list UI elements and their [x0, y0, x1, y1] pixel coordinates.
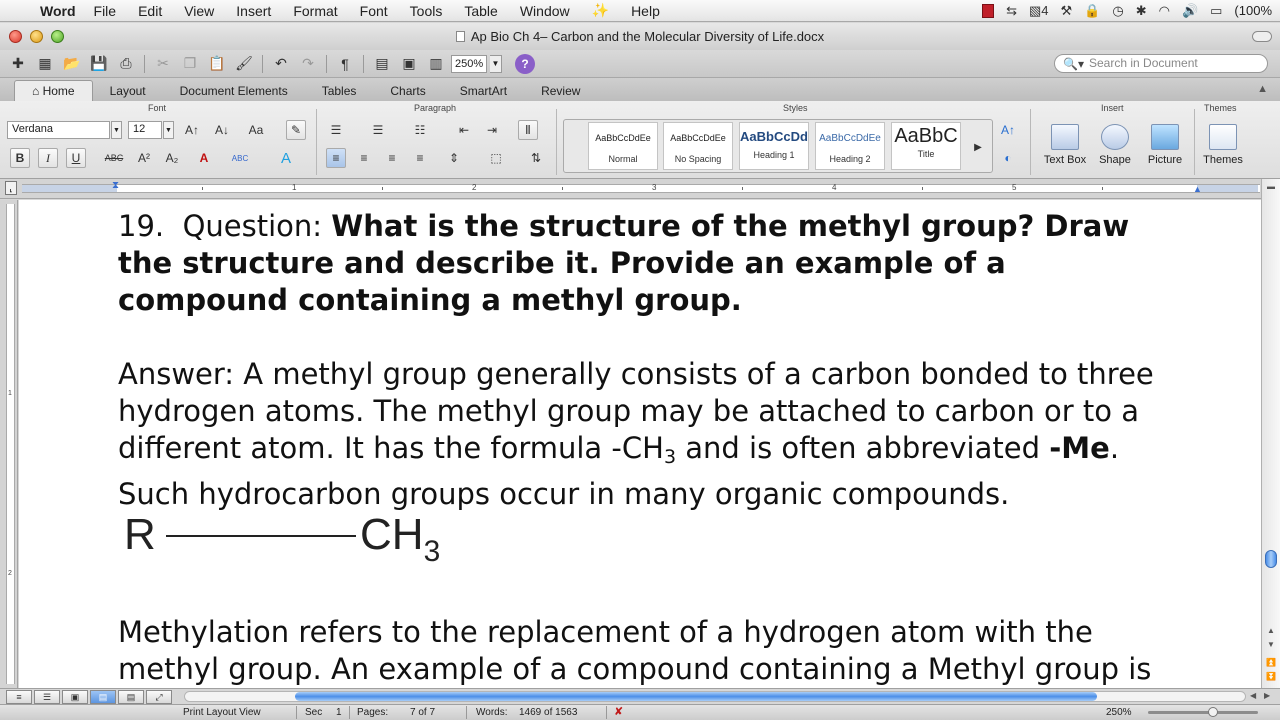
menu-tools[interactable]: Tools: [409, 2, 443, 19]
spaces-indicator[interactable]: ▧4: [1028, 2, 1049, 18]
zoom-window-button[interactable]: [51, 30, 64, 43]
font-size-dropdown-icon[interactable]: ▼: [163, 121, 174, 139]
insert-shape-button[interactable]: [1090, 120, 1140, 166]
document-icon: [456, 31, 465, 42]
style-no-spacing-sample: AaBbCcDdEe: [670, 133, 726, 143]
toolbar-separator: [144, 55, 145, 73]
battery-percent[interactable]: (100%: [1234, 3, 1272, 18]
ruler-tick: [1102, 187, 1103, 190]
align-center-icon[interactable]: ≡: [360, 151, 368, 165]
multilevel-list-icon[interactable]: ☷: [414, 123, 426, 137]
split-view-icon[interactable]: ▬: [1267, 182, 1275, 191]
style-heading-2-name: Heading 2: [829, 154, 871, 164]
save-icon[interactable]: 💾: [90, 55, 108, 71]
menu-bar: [0, 0, 1280, 22]
shape-label: Shape: [1099, 154, 1131, 166]
ribbon-divider: [556, 109, 557, 175]
sidebar-icon[interactable]: ▤: [375, 55, 389, 71]
bold-icon[interactable]: B: [10, 148, 30, 168]
copy-icon[interactable]: ❐: [183, 55, 197, 71]
document-title-text: Ap Bio Ch 4– Carbon and the Molecular Diversity of Life.docx: [470, 29, 825, 44]
status-divider: [606, 706, 607, 719]
abbreviation-me: -Me: [1049, 431, 1110, 465]
zoom-level: 250%: [1106, 707, 1132, 718]
tab-document-elements[interactable]: Document Elements: [179, 83, 288, 98]
battery-icon[interactable]: ▭: [1210, 2, 1223, 18]
paragraph-group-label: Paragraph: [414, 103, 457, 113]
toolbox-icon[interactable]: ▣: [402, 55, 416, 71]
document-title: [456, 29, 824, 44]
themes-label: Themes: [1203, 154, 1243, 166]
italic-icon[interactable]: I: [38, 148, 58, 168]
next-page-icon[interactable]: ⏬: [1266, 672, 1276, 681]
menu-help[interactable]: Help: [631, 2, 660, 19]
paragraph-spacer: [118, 319, 1218, 356]
ruler-tick: [742, 187, 743, 190]
section-label: Sec: [305, 707, 323, 718]
first-line-indent-marker[interactable]: ⧗: [112, 180, 120, 191]
search-input[interactable]: [1054, 54, 1268, 73]
right-indent-marker[interactable]: ▲: [1193, 184, 1202, 194]
picture-label: Picture: [1147, 154, 1183, 166]
ruler-number: 5: [1012, 183, 1017, 192]
structure-r-label: R: [124, 510, 156, 559]
collapse-ribbon-icon[interactable]: ▲: [1257, 83, 1268, 95]
font-group-label: Font: [148, 103, 167, 113]
pages-label: Pages:: [357, 707, 389, 718]
increase-indent-icon[interactable]: ⇥: [486, 123, 498, 137]
tab-selector[interactable]: ⸤: [5, 181, 17, 195]
underline-icon[interactable]: U: [66, 148, 86, 168]
redo-icon[interactable]: ↷: [302, 55, 314, 71]
publishing-view-icon[interactable]: ▣: [62, 690, 88, 704]
paste-icon[interactable]: 📋: [208, 55, 226, 71]
styles-pane-icon[interactable]: A↑: [1000, 123, 1015, 137]
zoom-dropdown-icon[interactable]: ▼: [490, 55, 502, 73]
insert-picture-button[interactable]: [1140, 120, 1190, 166]
answer-line-1: Answer: A methyl group generally consists of a carbon bonded to three: [118, 357, 1154, 391]
horizontal-ruler: [0, 179, 1280, 199]
question-text-line-2: the structure and describe it. Provide an example of a: [118, 246, 1006, 280]
undo-icon[interactable]: ↶: [275, 55, 287, 71]
time-machine-icon[interactable]: ◷: [1112, 2, 1124, 18]
decrease-indent-icon[interactable]: ⇤: [458, 123, 470, 137]
themes-button[interactable]: [1198, 120, 1248, 166]
cut-icon[interactable]: ✂: [157, 55, 169, 71]
answer-line-2: hydrogen atoms. The methyl group may be attached to carbon or to a: [118, 394, 1140, 428]
volume-icon[interactable]: 🔊: [1181, 2, 1199, 18]
menu-table[interactable]: Table: [464, 2, 498, 19]
columns-icon[interactable]: Ⅱ: [518, 120, 538, 140]
draft-view-icon[interactable]: ≡: [6, 690, 32, 704]
right-margin-shade: [1197, 185, 1258, 192]
ruler-number: 2: [472, 183, 477, 192]
ribbon-divider: [1030, 109, 1031, 175]
menu-file[interactable]: File: [93, 2, 117, 19]
vertical-ruler-number: 2: [8, 570, 12, 577]
section-value: 1: [336, 707, 342, 718]
superscript-icon[interactable]: A²: [138, 151, 150, 165]
style-no-spacing[interactable]: [663, 122, 733, 170]
scroll-down-icon[interactable]: ▼: [1267, 640, 1275, 649]
formula-subscript: 3: [663, 446, 677, 468]
text-effects-icon[interactable]: A: [280, 149, 291, 167]
ribbon-tabs: [0, 77, 1280, 101]
view-mode-label: Print Layout View: [183, 707, 261, 718]
styles-next-icon[interactable]: ▶: [974, 141, 982, 153]
vertical-scrollbar[interactable]: [1261, 179, 1280, 688]
structure-ch-text: CH: [360, 510, 424, 559]
style-title-sample: AaBbC: [894, 125, 958, 147]
manage-styles-icon[interactable]: ◐: [1004, 151, 1012, 165]
menu-edit[interactable]: Edit: [138, 2, 163, 19]
search-box: [1054, 54, 1268, 73]
answer-line-3: [118, 430, 1218, 476]
menu-format[interactable]: Format: [293, 2, 338, 19]
words-label: Words:: [476, 707, 508, 718]
question-number: 19.: [118, 209, 165, 243]
scroll-left-icon[interactable]: ◀: [1250, 691, 1257, 700]
tab-home[interactable]: ⌂ Home: [14, 80, 93, 101]
words-value[interactable]: 1469 of 1563: [519, 707, 578, 718]
spelling-check-icon[interactable]: ✘: [614, 706, 624, 718]
media-browser-icon[interactable]: ▥: [429, 55, 443, 71]
text-box-label: Text Box: [1043, 154, 1087, 166]
tab-charts[interactable]: Charts: [390, 83, 426, 98]
scroll-up-icon[interactable]: ▲: [1267, 626, 1275, 635]
question-text-line-3: compound containing a methyl group.: [118, 283, 742, 317]
structure-bond-line: [166, 535, 356, 537]
font-size-field[interactable]: 12: [128, 121, 162, 139]
new-document-icon[interactable]: ✚: [12, 55, 24, 71]
methylation-line-1: Methylation refers to the replacement of a hydrogen atom with the: [118, 615, 1093, 649]
question-label: Question:: [182, 209, 323, 243]
style-heading-1-name: Heading 1: [753, 150, 795, 160]
strikethrough-icon[interactable]: ABC: [104, 153, 124, 163]
borders-icon[interactable]: ⬚: [490, 151, 502, 165]
status-bar: [0, 704, 1280, 720]
structure-subscript: 3: [423, 535, 441, 568]
font-color-icon[interactable]: A: [199, 151, 209, 165]
shape-icon: [1101, 124, 1129, 150]
tab-layout[interactable]: Layout: [109, 83, 146, 98]
ribbon-divider: [316, 109, 317, 175]
style-normal-sample: AaBbCcDdEe: [595, 133, 651, 143]
change-case-icon[interactable]: Aa: [248, 123, 264, 137]
app-menu[interactable]: Word: [40, 2, 76, 19]
tab-review[interactable]: Review: [541, 83, 581, 98]
document-body[interactable]: [118, 208, 1218, 513]
help-icon[interactable]: ?: [515, 54, 535, 74]
ribbon-divider: [1194, 109, 1195, 175]
horizontal-scroll-thumb[interactable]: [295, 692, 1097, 701]
format-painter-icon[interactable]: 🖌: [235, 55, 253, 71]
question-line-1: [118, 208, 1218, 245]
full-screen-view-icon[interactable]: ⤢: [146, 690, 172, 704]
clear-formatting-icon[interactable]: ✎: [286, 120, 306, 140]
status-divider: [296, 706, 297, 719]
style-no-spacing-name: No Spacing: [674, 154, 722, 164]
style-title[interactable]: [891, 122, 961, 170]
ruler-track[interactable]: [22, 184, 1260, 193]
scroll-right-icon[interactable]: ▶: [1264, 691, 1271, 700]
answer-line-3-b: and is often abbreviated: [676, 431, 1050, 465]
shrink-font-icon[interactable]: A↓: [214, 123, 229, 137]
pilcrow-icon[interactable]: ¶: [341, 55, 349, 72]
justify-icon[interactable]: ≡: [416, 151, 424, 165]
insert-group-label: Insert: [1101, 103, 1124, 113]
vertical-ruler: [0, 200, 18, 688]
standard-toolbar: [0, 50, 1280, 77]
ruler-tick: [202, 187, 203, 190]
subscript-icon[interactable]: A₂: [165, 151, 179, 165]
wifi-icon[interactable]: ◠: [1158, 2, 1170, 18]
print-layout-view-icon[interactable]: ▤: [90, 690, 116, 704]
style-normal-name: Normal: [608, 154, 638, 164]
zoom-slider-knob[interactable]: [1208, 707, 1218, 717]
style-title-name: Title: [917, 149, 935, 159]
spaces-number: 4: [1041, 2, 1049, 18]
structure-ch3-label: [360, 510, 440, 569]
style-heading-1[interactable]: [739, 122, 809, 170]
answer-line-3-c: .: [1109, 431, 1120, 465]
status-divider: [349, 706, 350, 719]
menu-view[interactable]: View: [184, 2, 215, 19]
highlight-icon[interactable]: ABC: [231, 153, 249, 163]
numbering-icon[interactable]: ☰: [372, 123, 384, 137]
menu-window[interactable]: Window: [519, 2, 570, 19]
toolbar-separator: [326, 55, 327, 73]
vertical-ruler-track: [6, 204, 15, 684]
bullets-icon[interactable]: ☰: [330, 123, 342, 137]
print-icon[interactable]: ⎙: [120, 55, 132, 71]
font-name-field[interactable]: Verdana: [7, 121, 110, 139]
toggle-toolbar-button[interactable]: [1252, 31, 1272, 42]
open-icon[interactable]: 📂: [63, 55, 81, 71]
script-icon[interactable]: ⚒: [1060, 2, 1073, 18]
answer-line-3-a: different atom. It has the formula -CH: [118, 431, 664, 465]
style-heading-1-sample: AaBbCcDd: [740, 129, 808, 144]
style-normal[interactable]: [588, 122, 658, 170]
methylation-line-2: methyl group. An example of a compound containing a Methyl group is: [118, 652, 1152, 686]
search-icon: 🔍▾: [1063, 57, 1084, 71]
methylation-paragraph[interactable]: [118, 614, 1218, 688]
minimize-window-button[interactable]: [30, 30, 43, 43]
style-heading-2[interactable]: [815, 122, 885, 170]
document-page[interactable]: [19, 200, 1261, 688]
bluetooth-icon[interactable]: ✱: [1135, 2, 1147, 18]
tab-tables[interactable]: Tables: [321, 83, 357, 98]
menu-insert[interactable]: Insert: [236, 2, 272, 19]
ruler-number: 3: [652, 183, 657, 192]
tab-home-label: Home: [42, 84, 75, 98]
style-heading-2-sample: AaBbCcDdEe: [819, 133, 881, 144]
recording-icon[interactable]: [982, 4, 994, 18]
window-title-bar: [0, 23, 1280, 50]
themes-icon: [1209, 124, 1237, 150]
toolbar-separator: [262, 55, 263, 73]
menu-font[interactable]: Font: [359, 2, 388, 19]
ruler-number: 1: [292, 183, 297, 192]
ribbon: [0, 101, 1280, 179]
script-menu-icon[interactable]: ✨: [591, 2, 610, 18]
sync-icon[interactable]: ⇆: [1006, 2, 1017, 18]
lock-icon[interactable]: 🔒: [1084, 2, 1101, 18]
align-left-icon[interactable]: ≡: [326, 148, 346, 168]
answer-line-4: Such hydrocarbon groups occur in many organic compounds.: [118, 477, 1010, 511]
close-window-button[interactable]: [9, 30, 22, 43]
methyl-structure-image[interactable]: [122, 506, 482, 566]
outline-view-icon[interactable]: ☰: [34, 690, 60, 704]
ruler-tick: [382, 187, 383, 190]
grow-font-icon[interactable]: A↑: [184, 123, 199, 137]
search-placeholder: Search in Document: [1089, 56, 1198, 70]
notebook-view-icon[interactable]: ▤: [118, 690, 144, 704]
tab-smartart[interactable]: SmartArt: [459, 83, 508, 98]
ruler-number: 4: [832, 183, 837, 192]
pages-value: 7 of 7: [410, 707, 436, 718]
zoom-slider[interactable]: [1148, 711, 1258, 714]
themes-group-label: Themes: [1204, 103, 1237, 113]
vertical-ruler-number: 1: [8, 390, 12, 397]
sort-icon[interactable]: ⇅: [530, 151, 542, 165]
vertical-scroll-thumb[interactable]: [1265, 550, 1277, 568]
styles-group-label: Styles: [783, 103, 808, 113]
picture-icon: [1151, 124, 1179, 150]
horizontal-scroll-track[interactable]: [184, 691, 1246, 702]
status-menus: [982, 3, 1280, 19]
left-margin-shade: [22, 185, 117, 192]
toolbar-separator: [363, 55, 364, 73]
status-divider: [466, 706, 467, 719]
previous-page-icon[interactable]: ⏫: [1266, 658, 1276, 667]
font-name-dropdown-icon[interactable]: ▼: [111, 121, 122, 139]
insert-text-box-button[interactable]: [1040, 120, 1090, 166]
ruler-tick: [922, 187, 923, 190]
templates-icon[interactable]: ▦: [38, 55, 52, 71]
align-right-icon[interactable]: ≡: [388, 151, 396, 165]
zoom-field[interactable]: 250%: [451, 55, 487, 73]
ruler-tick: [562, 187, 563, 190]
text-box-icon: [1051, 124, 1079, 150]
line-spacing-icon[interactable]: ⇕: [448, 151, 460, 165]
question-text-line-1: What is the structure of the methyl group? Draw: [331, 209, 1130, 243]
view-and-scroll-bar: [0, 688, 1280, 704]
